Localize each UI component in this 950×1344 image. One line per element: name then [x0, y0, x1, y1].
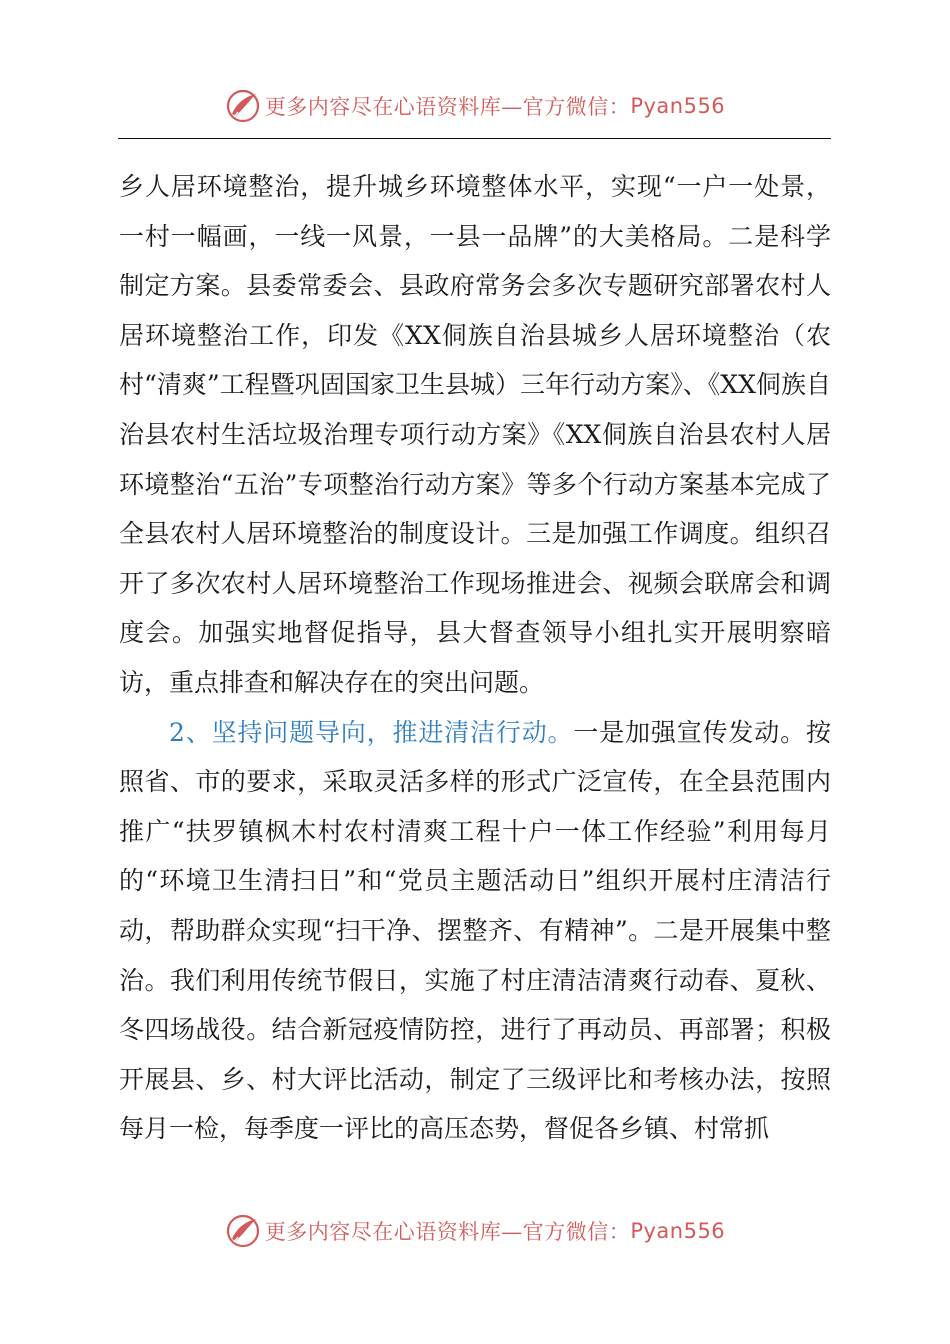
- paragraph-2: [119, 708, 831, 1154]
- header-banner-id: Pyan556: [630, 94, 726, 118]
- footer-banner-text: 更多内容尽在心语资料库—官方微信：: [264, 1220, 631, 1244]
- section-heading: 2、坚持问题导向，推进清洁行动。: [169, 717, 574, 747]
- header-divider: [118, 138, 831, 139]
- footer-banner: [0, 1209, 950, 1253]
- header-banner-text: 更多内容尽在心语资料库—官方微信：: [264, 95, 631, 119]
- header-banner: [0, 84, 950, 128]
- footer-banner-id: Pyan556: [630, 1219, 726, 1243]
- paragraph-2-text: 一是加强宣传发动。按照省、市的要求，采取灵活多样的形式广泛宣传，在全县范围内推广“扶罗镇枫木村农村清爽工程十户一体工作经验”利用每月的“环境卫生清扫日”和“党员主题活动日”组织开展村庄清洁行动，帮助群众实现“扫干净、摆整齐、有精神”。二是开展集中整治。我们利用传统节假日，实施了村庄清洁清爽行动春、夏秋、冬四场战役。结合新冠疫情防控，进行了再动员、再部署；积极开展县、乡、村大评比活动，制定了三级评比和考核办法，按照每月一检，每季度一评比的高压态势，督促各乡镇、村常抓: [119, 717, 831, 1144]
- document-body: [119, 162, 831, 1154]
- pen-logo-icon: [225, 1213, 261, 1249]
- pen-logo-icon: [225, 88, 261, 124]
- paragraph-1: 乡人居环境整治，提升城乡环境整体水平，实现“一户一处景，一村一幅画，一线一风景，一县一品牌”的大美格局。二是科学制定方案。县委常委会、县政府常务会多次专题研究部署农村人居环境整治工作，印发《XX侗族自治县城乡人居环境整治（农村“清爽”工程暨巩固国家卫生县城）三年行动方案》、《XX侗族自治县农村生活垃圾治理专项行动方案》《XX侗族自治县农村人居环境整治“五治”专项整治行动方案》等多个行动方案基本完成了全县农村人居环境整治的制度设计。三是加强工作调度。组织召开了多次农村人居环境整治工作现场推进会、视频会联席会和调度会。加强实地督促指导，县大督查领导小组扎实开展明察暗访，重点排查和解决存在的突出问题。: [119, 172, 831, 697]
